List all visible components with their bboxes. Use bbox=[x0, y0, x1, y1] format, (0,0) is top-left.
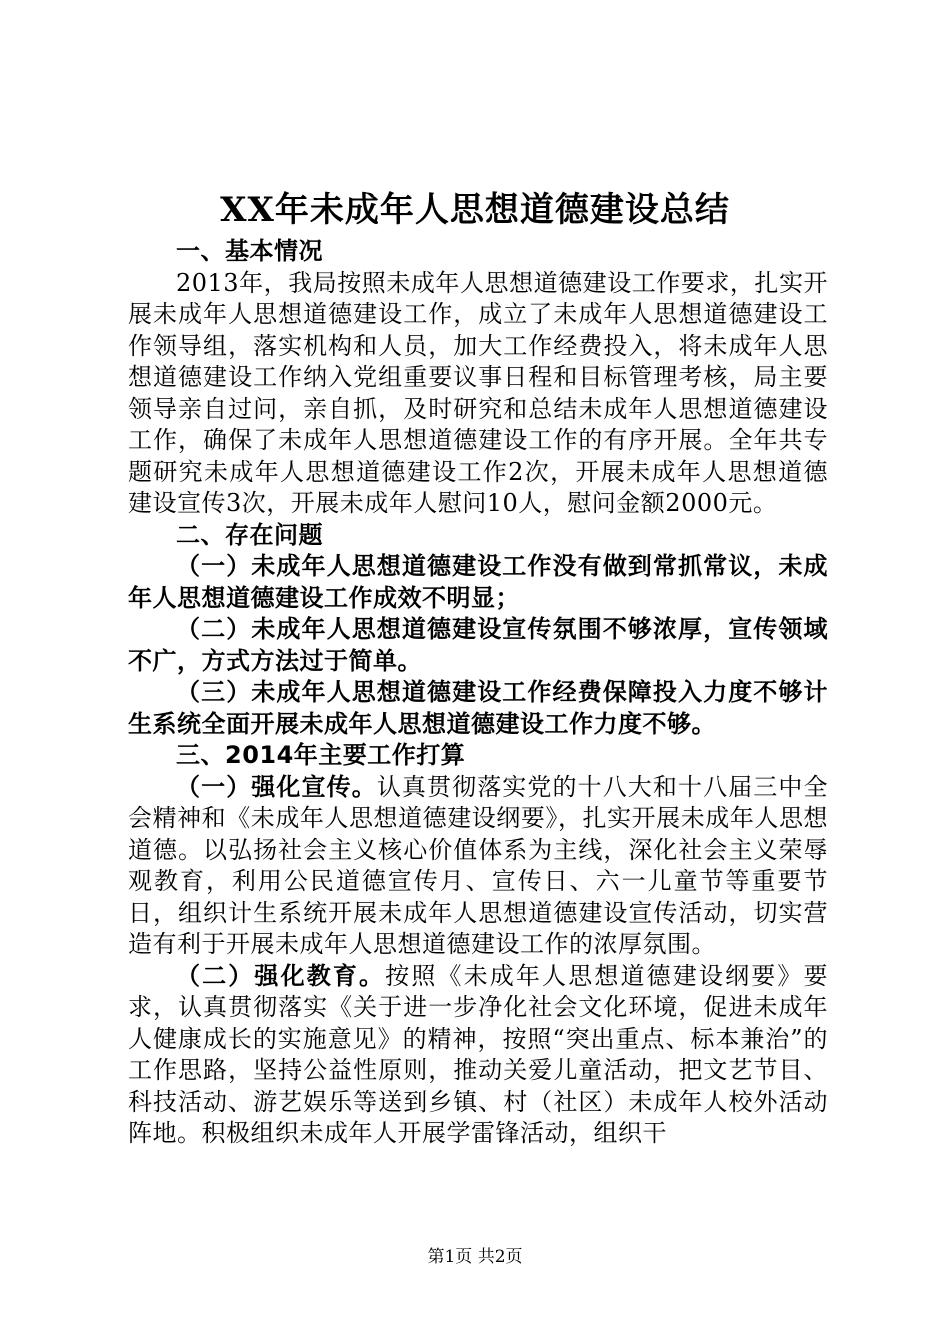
problem-item-3: （三）未成年人思想道德建设工作经费保障投入力度不够计生系统全面开展未成年人思想道德建设工作力度不够。 bbox=[128, 678, 828, 738]
plan-item-1-lead: （一）强化宣传。 bbox=[176, 772, 377, 801]
problem-item-2: （二）未成年人思想道德建设宣传氛围不够浓厚，宣传领域不广，方式方法过于简单。 bbox=[128, 615, 828, 675]
document-body bbox=[128, 236, 828, 1150]
paragraph-basic-situation: 2013年，我局按照未成年人思想道德建设工作要求，扎实开展未成年人思想道德建设工作，成立了未成年人思想道德建设工作领导组，落实机构和人员，加大工作经费投入，将未成年人思想道德建设工作纳入党组重要议事日程和目标管理考核，局主要领导亲自过问，亲自抓，及时研究和总结未成年人思想道德建设工作，确保了未成年人思想道德建设工作的有序开展。全年共专题研究未成年人思想道德建设工作2次，开展未成年人思想道德建设宣传3次，开展未成年人慰问10人，慰问金额2000元。 bbox=[128, 268, 828, 517]
section-heading-basic: 一、基本情况 bbox=[176, 237, 323, 265]
page-footer: 第1页 共2页 bbox=[427, 1247, 523, 1267]
section-heading-problems: 二、存在问题 bbox=[176, 520, 323, 549]
plan-item-1 bbox=[128, 772, 828, 961]
plan-item-2 bbox=[128, 961, 828, 1150]
document-title: XX年未成年人思想道德建设总结 bbox=[220, 190, 730, 230]
section-heading-plans: 三、2014年主要工作打算 bbox=[176, 741, 466, 769]
problem-item-1: （一）未成年人思想道德建设工作没有做到常抓常议，未成年人思想道德建设工作成效不明显； bbox=[128, 552, 828, 612]
plan-item-1-text: 认真贯彻落实党的十八大和十八届三中全会精神和《未成年人思想道德建设纲要》，扎实开展未成年人思想道德。以弘扬社会主义核心价值体系为主线，深化社会主义荣辱观教育，利用公民道德宣传月、宣传日、六一儿童节等重要节日，组织计生系统开展未成年人思想道德建设宣传活动，切实营造有利于开展未成年人思想道德建设工作的浓厚氛围。 bbox=[128, 772, 829, 958]
plan-item-2-lead: （二）强化教育。 bbox=[176, 961, 386, 990]
plan-item-2-text: 按照《未成年人思想道德建设纲要》要求，认真贯彻落实《关于进一步净化社会文化环境，促进未成年人健康成长的实施意见》的精神，按照“突出重点、标本兼治”的工作思路，坚持公益性原则，推动关爱儿童活动，把文艺节目、科技活动、游艺娱乐等送到乡镇、村（社区）未成年人校外活动阵地。积极组织未成年人开展学雷锋活动，组织干 bbox=[128, 961, 829, 1147]
